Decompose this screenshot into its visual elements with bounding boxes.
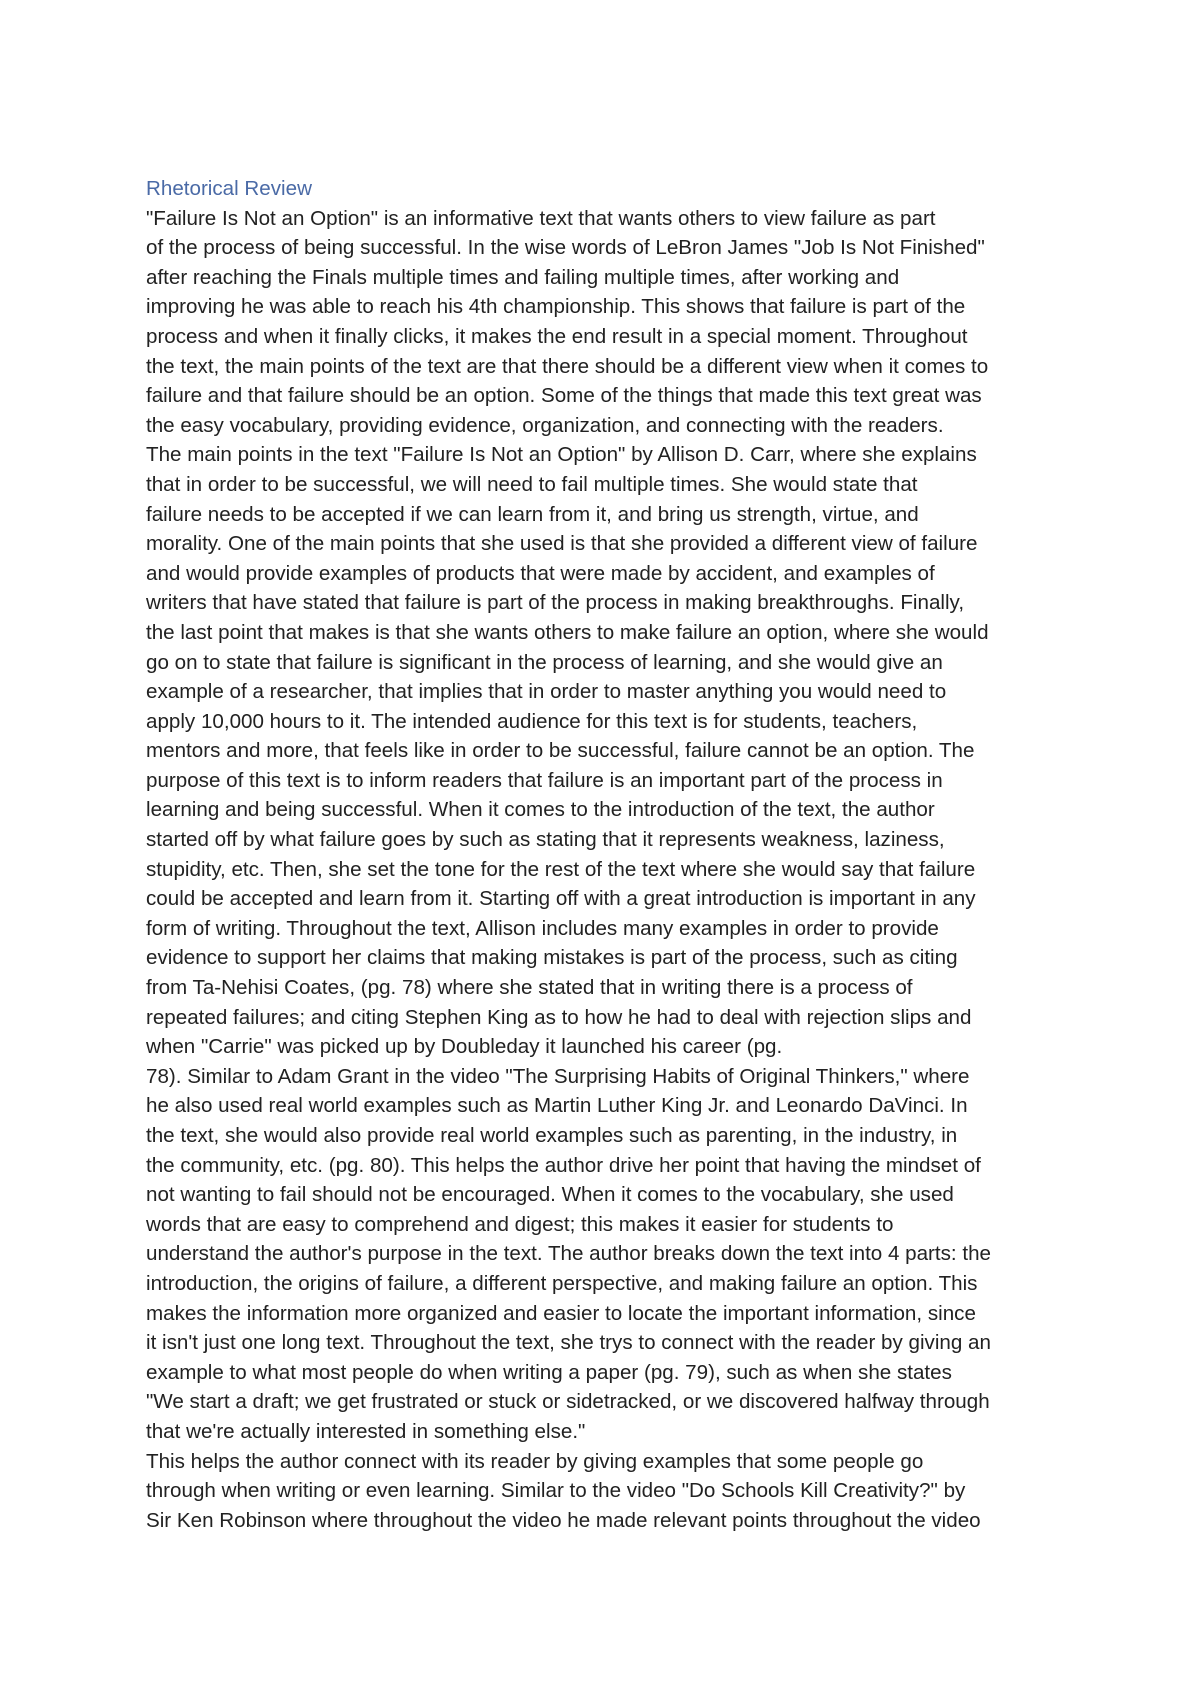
text-line: apply 10,000 hours to it. The intended audience for this text is for students, teachers, [146,709,918,733]
document-text [146,204,1066,1536]
text-line: the last point that makes is that she wants others to make failure an option, where she would [146,620,989,644]
text-line: failure and that failure should be an option. Some of the things that made this text great was [146,384,982,408]
text-line: not wanting to fail should not be encouraged. When it comes to the vocabulary, she used [146,1183,954,1207]
text-line: the text, the main points of the text are that there should be a different view when it comes to [146,354,989,378]
text-line: form of writing. Throughout the text, Allison includes many examples in order to provide [146,916,939,940]
text-line: 78). Similar to Adam Grant in the video "The Surprising Habits of Original Thinkers," where [146,1064,970,1088]
text-line: started off by what failure goes by such as stating that it represents weakness, laziness, [146,828,945,852]
text-line: of the process of being successful. In the wise words of LeBron James "Job Is Not Finished" [146,236,985,260]
text-line: purpose of this text is to inform readers that failure is an important part of the process in [146,768,943,792]
text-line: that we're actually interested in something else." [146,1419,586,1443]
text-line: Sir Ken Robinson where throughout the video he made relevant points throughout the video [146,1508,981,1532]
text-line: after reaching the Finals multiple times and failing multiple times, after working and [146,265,900,289]
document-body [146,174,1066,1535]
text-line: evidence to support her claims that making mistakes is part of the process, such as citing [146,946,958,970]
text-line: it isn't just one long text. Throughout the text, she trys to connect with the reader by giving an [146,1331,991,1355]
text-line: writers that have stated that failure is part of the process in making breakthroughs. Finally, [146,591,965,615]
document-heading: Rhetorical Review [146,177,312,200]
text-line: the text, she would also provide real world examples such as parenting, in the industry, in [146,1124,958,1147]
text-line: words that are easy to comprehend and digest; this makes it easier for students to [146,1212,894,1236]
text-line: from Ta-Nehisi Coates, (pg. 78) where she stated that in writing there is a process of [146,976,913,1000]
text-line: morality. One of the main points that she used is that she provided a different view of failure [146,532,978,556]
text-line: "Failure Is Not an Option" is an informative text that wants others to view failure as part [146,206,936,230]
text-line: stupidity, etc. Then, she set the tone for the rest of the text where she would say that failure [146,857,976,881]
text-line: he also used real world examples such as Martin Luther King Jr. and Leonardo DaVinci. In [146,1094,968,1118]
text-line: could be accepted and learn from it. Starting off with a great introduction is important in any [146,887,976,911]
text-line: understand the author's purpose in the text. The author breaks down the text into 4 parts: the [146,1242,991,1266]
text-line: example to what most people do when writing a paper (pg. 79), such as when she states [146,1360,952,1384]
text-line: This helps the author connect with its reader by giving examples that some people go [146,1449,924,1473]
text-line: failure needs to be accepted if we can learn from it, and bring us strength, virtue, and [146,502,919,526]
text-line: the easy vocabulary, providing evidence, organization, and connecting with the readers. [146,413,944,437]
text-line: The main points in the text "Failure Is Not an Option" by Allison D. Carr, where she explains [146,443,977,467]
text-line: that in order to be successful, we will need to fail multiple times. She would state that [146,472,918,496]
text-line: mentors and more, that feels like in order to be successful, failure cannot be an option. The [146,739,975,763]
text-line: the community, etc. (pg. 80). This helps the author drive her point that having the mindset of [146,1153,981,1177]
text-line: example of a researcher, that implies that in order to master anything you would need to [146,680,947,704]
text-line: learning and being successful. When it comes to the introduction of the text, the author [146,798,935,822]
text-line: when "Carrie" was picked up by Doubleday it launched his career (pg. [146,1035,783,1059]
text-line: repeated failures; and citing Stephen King as to how he had to deal with rejection slips and [146,1005,972,1029]
text-line: "We start a draft; we get frustrated or stuck or sidetracked, or we discovered halfway through [146,1390,990,1414]
text-line: process and when it finally clicks, it makes the end result in a special moment. Throughout [146,324,968,348]
text-line: through when writing or even learning. Similar to the video "Do Schools Kill Creativity?" by [146,1479,966,1503]
text-line: and would provide examples of products that were made by accident, and examples of [146,561,935,585]
text-line: makes the information more organized and easier to locate the important information, since [146,1301,976,1325]
text-line: improving he was able to reach his 4th championship. This shows that failure is part of the [146,295,966,319]
text-line: go on to state that failure is significant in the process of learning, and she would give an [146,650,943,674]
text-line: introduction, the origins of failure, a different perspective, and making failure an option. This [146,1271,978,1295]
